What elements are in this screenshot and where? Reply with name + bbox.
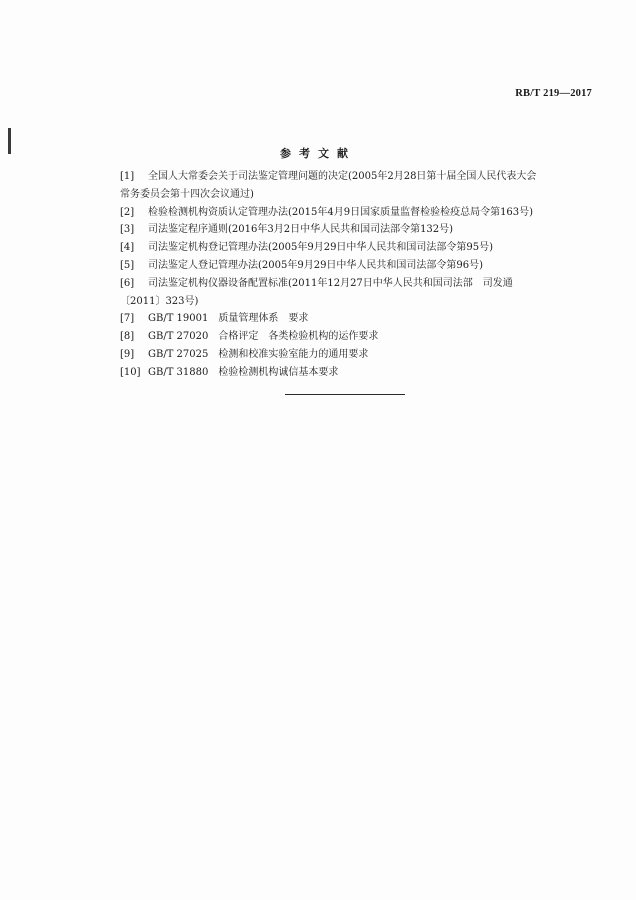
reference-item xyxy=(120,257,592,275)
reference-text: GB/T 31880 检验检测机构诚信基本要求 xyxy=(148,366,339,378)
reference-text-continued: 〔2011〕323号) xyxy=(120,295,199,307)
reference-item xyxy=(120,221,592,239)
reference-text: 全国人大常委会关于司法鉴定管理问题的决定(2005年2月28日第十届全国人民代表大会 xyxy=(148,171,537,182)
reference-list xyxy=(120,168,592,382)
reference-number: [7] xyxy=(120,313,135,325)
reference-item xyxy=(120,364,592,382)
reference-text: 司法鉴定机构登记管理办法(2005年9月29日中华人民共和国司法部令第95号) xyxy=(148,242,494,254)
reference-text: 检验检测机构资质认定管理办法(2015年4月9日国家质量监督检验检疫总局令第163号) xyxy=(148,206,534,218)
reference-text: GB/T 27020 合格评定 各类检验机构的运作要求 xyxy=(148,331,379,343)
reference-number: [5] xyxy=(120,259,135,271)
reference-number: [2] xyxy=(120,206,135,218)
reference-text: 司法鉴定程序通则(2016年3月2日中华人民共和国司法部令第132号) xyxy=(148,224,454,236)
reference-number: [3] xyxy=(120,224,135,236)
reference-text-continued: 常务委员会第十四次会议通过) xyxy=(120,188,254,200)
reference-text: GB/T 19001 质量管理体系 要求 xyxy=(148,313,309,325)
reference-item xyxy=(120,310,592,328)
end-of-document-rule xyxy=(285,394,405,395)
reference-text: 司法鉴定机构仪器设备配置标准(2011年12月27日中华人民共和国司法部 司发通 xyxy=(148,277,513,289)
reference-item xyxy=(120,328,592,346)
reference-number: [4] xyxy=(120,242,135,254)
section-title: 参考文献 xyxy=(280,147,356,160)
reference-number: [6] xyxy=(120,277,135,289)
reference-item xyxy=(120,275,592,311)
reference-text: GB/T 27025 检测和校准实验室能力的通用要求 xyxy=(148,348,369,360)
reference-number: [1] xyxy=(120,171,135,182)
standard-code: RB/T 219—2017 xyxy=(515,88,592,99)
reference-item xyxy=(120,346,592,364)
reference-item xyxy=(120,239,592,257)
reference-number: [10] xyxy=(120,366,141,378)
reference-item xyxy=(120,168,592,204)
reference-text: 司法鉴定人登记管理办法(2005年9月29日中华人民共和国司法部令第96号) xyxy=(148,259,484,271)
reference-item xyxy=(120,204,592,222)
reference-number: [8] xyxy=(120,331,135,343)
reference-number: [9] xyxy=(120,348,135,360)
